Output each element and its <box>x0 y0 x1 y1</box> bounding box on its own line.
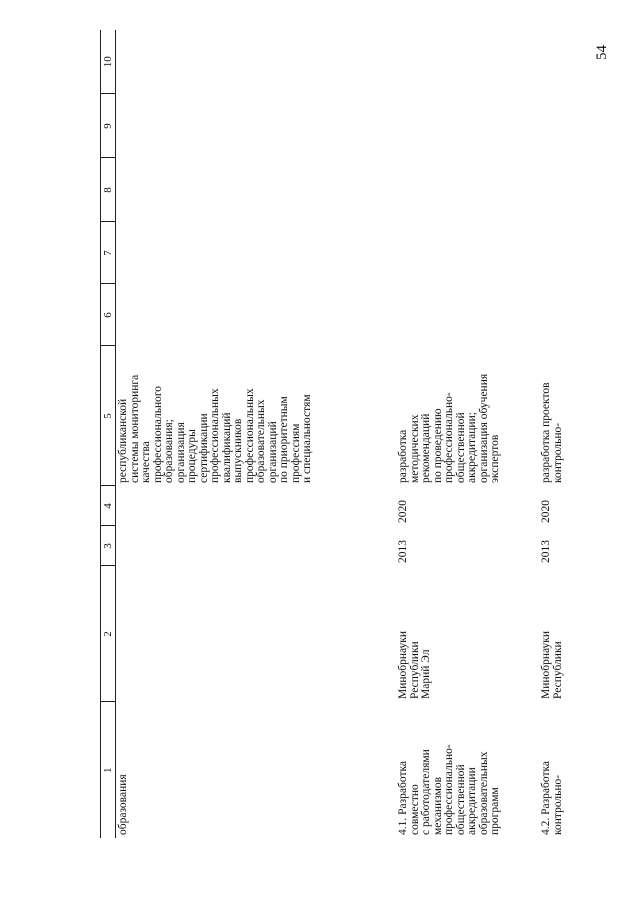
cell-empty <box>116 30 389 94</box>
cell-start-year <box>116 526 389 566</box>
page-number: 54 <box>594 45 610 60</box>
cell-executor <box>531 566 591 702</box>
cell-start-year: 2013 <box>397 540 409 563</box>
column-number: 3 <box>101 526 116 566</box>
cell-empty <box>388 158 531 222</box>
cell-line: экспертов <box>489 434 501 483</box>
cell-empty <box>388 30 531 94</box>
cell-empty <box>531 158 591 222</box>
rotated-table-wrapper <box>100 30 598 838</box>
cell-end-year <box>116 486 389 526</box>
cell-line: с работодателями <box>420 749 432 835</box>
cell-line: 4.1. Разработка <box>397 760 409 835</box>
cell-line: общественной <box>454 412 467 483</box>
cell-activity <box>116 702 389 838</box>
cell-line: механизмов <box>431 776 444 835</box>
column-number: 6 <box>101 284 116 346</box>
column-number: 10 <box>101 30 116 94</box>
cell-empty <box>531 94 591 158</box>
column-number: 7 <box>101 222 116 284</box>
cell-empty <box>531 284 591 346</box>
cell-end-year: 2020 <box>397 500 409 523</box>
column-number-row <box>101 30 116 838</box>
cell-line: разработка проектов <box>540 382 552 483</box>
cell-result <box>116 346 389 486</box>
cell-line: выпускников <box>232 418 244 483</box>
table-row <box>388 30 531 838</box>
cell-end-year: 2020 <box>540 500 552 523</box>
table-row <box>116 30 389 838</box>
column-number: 2 <box>101 566 116 702</box>
cell-activity <box>531 702 591 838</box>
cell-executor <box>116 566 389 702</box>
cell-line: контрольно- <box>551 422 564 483</box>
cell-line: профессиональных <box>243 388 256 483</box>
cell-line: сертификации <box>197 413 210 483</box>
cell-line: аккредитации; <box>466 412 478 483</box>
cell-line: разработка <box>397 429 409 483</box>
plan-table <box>100 30 591 838</box>
cell-executor <box>388 566 531 702</box>
cell-line: организаций <box>266 421 279 483</box>
cell-line: Республики <box>551 641 564 699</box>
cell-empty <box>531 222 591 284</box>
cell-result <box>388 346 531 486</box>
cell-line: методических <box>408 414 421 483</box>
cell-line: образовательных <box>255 399 267 483</box>
cell-line: аккредитации <box>466 767 478 835</box>
cell-line: программ <box>489 787 501 835</box>
cell-result <box>531 346 591 486</box>
cell-empty <box>388 94 531 158</box>
cell-line: Минобрнауки <box>540 630 552 699</box>
cell-line: Марий Эл <box>420 649 432 699</box>
cell-line: образования <box>117 774 129 835</box>
cell-empty <box>388 284 531 346</box>
cell-empty <box>531 30 591 94</box>
cell-line: 4.2. Разработка <box>540 760 552 835</box>
cell-line: совместно <box>408 784 421 835</box>
column-number: 8 <box>101 158 116 222</box>
table-row <box>531 30 591 838</box>
cell-line: процедуры <box>186 429 198 483</box>
column-number: 4 <box>101 486 116 526</box>
cell-empty <box>116 94 389 158</box>
cell-empty <box>116 158 389 222</box>
cell-empty <box>116 284 389 346</box>
cell-line: профессионально- <box>443 744 455 835</box>
cell-line: качества <box>140 441 152 483</box>
cell-line: профессионально- <box>443 392 455 483</box>
cell-activity <box>388 702 531 838</box>
cell-line: системы мониторинга <box>128 374 141 483</box>
cell-line: общественной <box>454 764 467 835</box>
cell-line: рекомендаций <box>420 413 432 483</box>
cell-line: по приоритетным <box>278 396 290 483</box>
cell-line: организация обучения <box>477 373 490 483</box>
cell-line: образования; <box>163 419 175 483</box>
cell-line: контрольно- <box>551 774 564 835</box>
cell-empty <box>388 222 531 284</box>
cell-line: профессиям <box>289 423 302 483</box>
cell-line: организация <box>174 422 187 483</box>
cell-line: профессионального <box>151 385 164 483</box>
cell-line: образовательных <box>477 751 490 835</box>
cell-line: и специальностям <box>301 394 313 483</box>
cell-line: по проведению <box>431 408 444 483</box>
cell-start-year: 2013 <box>540 540 552 563</box>
cell-line: Минобрнауки <box>397 630 409 699</box>
column-number: 1 <box>101 702 116 838</box>
column-number: 5 <box>101 346 116 486</box>
cell-line: республиканской <box>117 398 129 483</box>
cell-empty <box>116 222 389 284</box>
cell-line: квалификаций <box>220 412 233 483</box>
column-number: 9 <box>101 94 116 158</box>
cell-line: профессиональных <box>209 388 221 483</box>
cell-line: Республики <box>408 641 421 699</box>
